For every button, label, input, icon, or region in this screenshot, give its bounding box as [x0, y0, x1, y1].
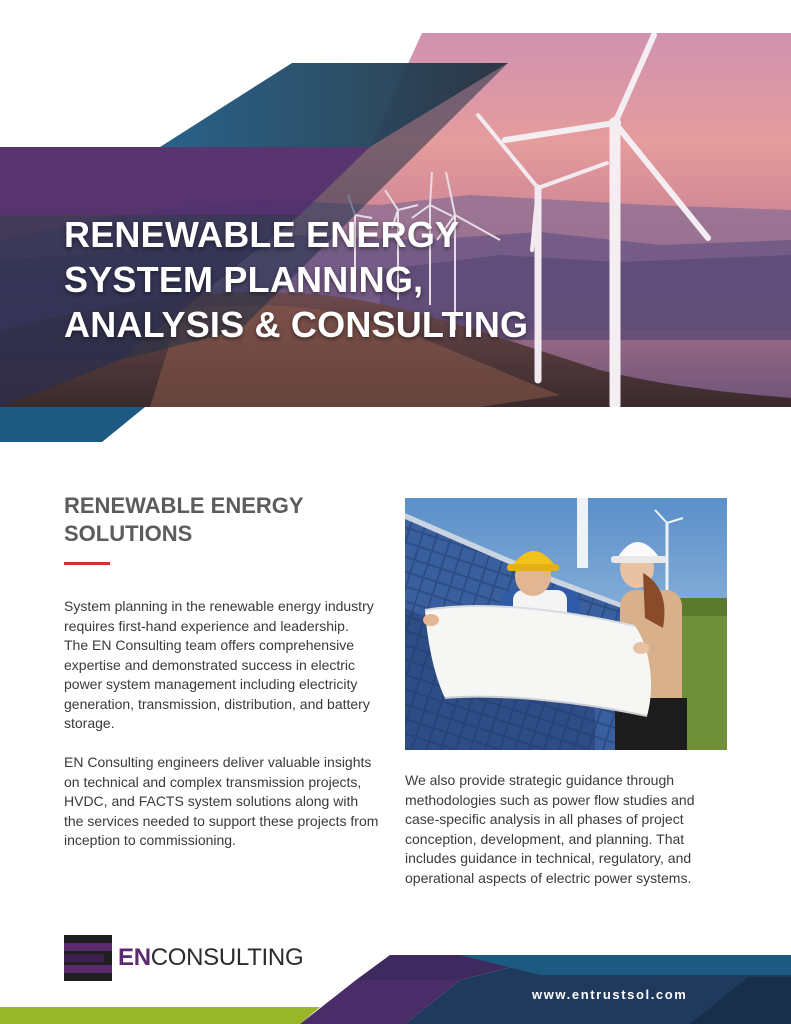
logo-consulting-text: CONSULTING: [150, 944, 304, 971]
engineers-paragraph: [64, 753, 394, 851]
logo-wordmark: [118, 945, 303, 971]
section-title: [64, 492, 304, 548]
website-url: www.entrustsol.com: [532, 987, 688, 1002]
hero-banner: [0, 0, 791, 445]
section-title-line: SOLUTIONS: [64, 521, 193, 546]
photo-illustration: [405, 498, 727, 750]
paragraph-line: We also provide strategic guidance through: [405, 772, 675, 788]
en-logo-mark-icon: [64, 935, 112, 981]
paragraph-line: on technical and complex transmission projects,: [64, 773, 362, 790]
logo-en-text: EN: [118, 944, 151, 971]
paragraph-line: HVDC, and FACTS system solutions along with: [64, 793, 359, 809]
paragraph-line: storage.: [64, 715, 115, 731]
paragraph-line: the services needed to support these projects from: [64, 812, 379, 829]
paragraph-line: expertise and demonstrated success in electric: [64, 656, 356, 673]
hero-title: [64, 212, 528, 347]
intro-paragraph: [64, 597, 394, 734]
paragraph-line: System planning in the renewable energy industry: [64, 598, 374, 614]
paragraph-line: case-specific analysis in all phases of project: [405, 811, 684, 827]
hero-title-line: ANALYSIS & CONSULTING: [64, 304, 529, 345]
hero-title-line: RENEWABLE ENERGY: [64, 214, 460, 255]
paragraph-line: The EN Consulting team offers comprehensive: [64, 637, 354, 653]
paragraph-line: operational aspects of electric power systems.: [405, 869, 692, 886]
section-title-line: RENEWABLE ENERGY: [64, 493, 304, 518]
hero-title-line: SYSTEM PLANNING,: [64, 259, 424, 300]
paragraph-line: inception to commissioning.: [64, 832, 236, 848]
paragraph-line: includes guidance in technical, regulatory, and: [405, 850, 692, 866]
engineers-solar-photo: [405, 498, 727, 750]
paragraph-line: generation, transmission, distribution, and battery: [64, 695, 370, 712]
paragraph-line: requires first-hand experience and leadership.: [64, 617, 349, 634]
paragraph-line: conception, development, and planning. That: [405, 830, 685, 847]
strategic-guidance-paragraph: [405, 771, 725, 888]
paragraph-line: EN Consulting engineers deliver valuable insights: [64, 754, 372, 770]
title-accent-rule: [64, 562, 110, 565]
paragraph-line: power system management including electricity: [64, 676, 358, 692]
paragraph-line: methodologies such as power flow studies and: [405, 791, 695, 808]
